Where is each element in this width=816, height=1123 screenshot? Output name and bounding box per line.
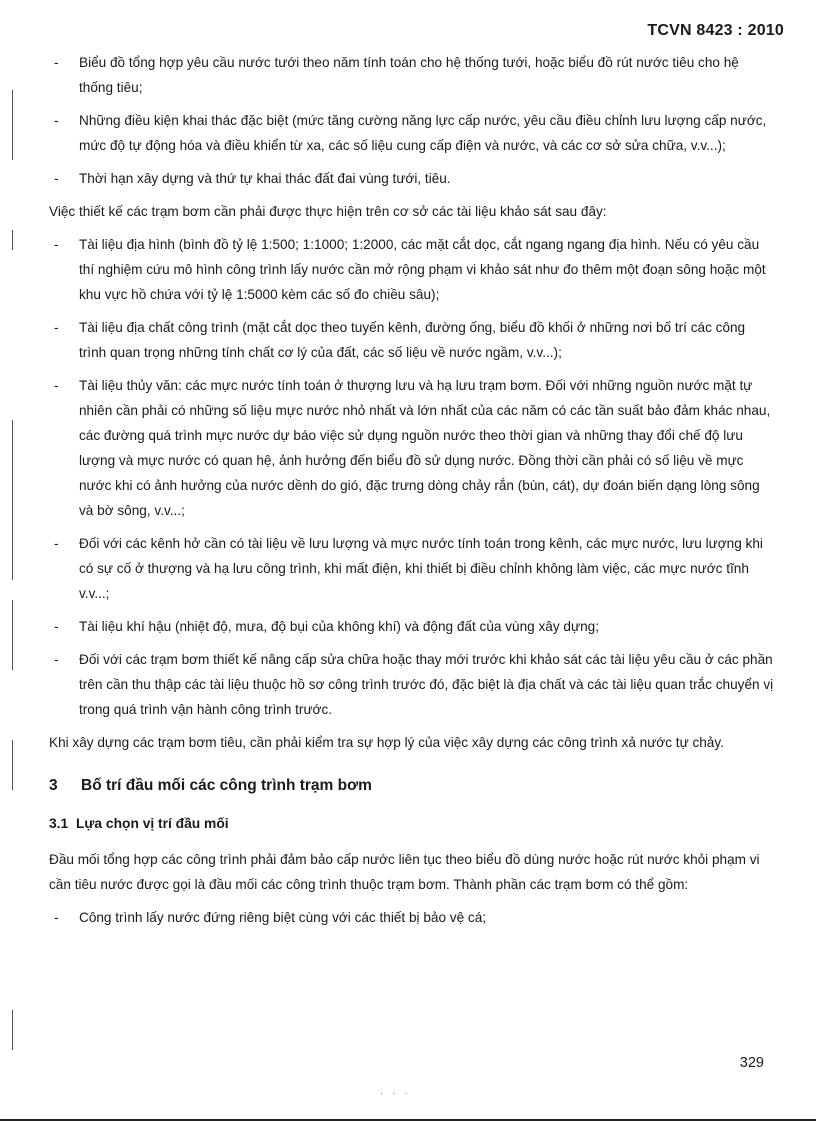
bullet-dash: - — [54, 171, 59, 186]
bullet-dash: - — [54, 237, 59, 252]
list-item — [49, 905, 776, 930]
bullet-dash: - — [54, 55, 59, 70]
scan-artifact: · · · — [380, 1088, 411, 1099]
list-item — [49, 647, 776, 722]
list-item — [49, 373, 776, 523]
subsection-title: Lựa chọn vị trí đầu mối — [76, 816, 229, 831]
bullet-dash: - — [54, 619, 59, 634]
list-item-text: Đối với các trạm bơm thiết kế nâng cấp sửa chữa hoặc thay mới trước khi khảo sát các tài liệu yêu cầu ở các phần trên cần thu thập các tài liệu thuộc hồ sơ công trình trước đó, đặc biệt là địa chất và các tài liệu quan trắc chuyển vị trong quá trình vận hành công trình trước. — [79, 652, 774, 717]
page-bottom-border — [0, 1119, 816, 1121]
list-item — [49, 166, 776, 191]
list-item-text: Công trình lấy nước đứng riêng biệt cùng với các thiết bị bảo vệ cá; — [79, 910, 487, 925]
list-item-text: Thời hạn xây dựng và thứ tự khai thác đất đai vùng tưới, tiêu. — [79, 171, 451, 186]
list-item-text: Biểu đồ tổng hợp yêu cầu nước tưới theo năm tính toán cho hệ thống tưới, hoặc biểu đồ rút nước tiêu cho hệ thống tiêu; — [79, 55, 739, 95]
list-item — [49, 108, 776, 158]
list-item-text: Những điều kiện khai thác đặc biệt (mức tăng cường năng lực cấp nước, yêu cầu điều chỉnh lưu lượng cấp nước, mức độ tự động hóa và điều khiển từ xa, các số liệu cung cấp điện và nước, và các cơ sở sửa chữa, v.v...); — [79, 113, 767, 153]
standard-header: TCVN 8423 : 2010 — [647, 22, 784, 39]
paragraph: Việc thiết kế các trạm bơm cần phải được thực hiện trên cơ sở các tài liệu khảo sát sau đây: — [49, 204, 607, 219]
scan-edge-marks — [8, 60, 18, 1110]
bullet-dash: - — [54, 320, 59, 335]
section-number: 3 — [49, 777, 58, 794]
list-item-text: Tài liệu địa chất công trình (mặt cắt dọc theo tuyến kênh, đường ống, biểu đồ khối ở những nơi bố trí các công trình quan trọng những tính chất cơ lý của đất, các số liệu về nước ngầm, v.v...); — [79, 320, 746, 360]
bullet-dash: - — [54, 910, 59, 925]
list-item-text: Tài liệu địa hình (bình đồ tỷ lệ 1:500; 1:1000; 1:2000, các mặt cắt dọc, cắt ngang ngang địa hình. Nếu có yêu cầu thí nghiệm cứu mô hình công trình lấy nước cần mở rộng phạm vi khảo sát như đo thêm một đoạn sông hoặc một khu vực hồ chứa với tỷ lệ 1:5000 kèm các số đo chiều sâu); — [79, 237, 766, 302]
section-title: Bố trí đầu mối các công trình trạm bơm — [81, 777, 372, 794]
list-item — [49, 50, 776, 100]
list-item-text: Tài liệu thủy văn: các mực nước tính toán ở thượng lưu và hạ lưu trạm bơm. Đối với những nguồn nước mặt tự nhiên cần phải có những số liệu mực nước nhỏ nhất và lớn nhất của các năm có các tần suất bảo đảm khác nhau, các đường quá trình mực nước dự báo việc sử dụng nguồn nước theo thời gian và những thay đổi chế độ lưu lượng và mực nước có quan hệ, ảnh hưởng đến biểu đồ sử dụng nước. Đồng thời cần phải có số liệu về mực nước khi có ảnh hưởng của nước dềnh do gió, đặc trưng dòng chảy rắn (bùn, cát), dự đoán biến dạng lòng sông và bờ sông, v.v...; — [79, 378, 771, 518]
paragraph: Đầu mối tổng hợp các công trình phải đảm bảo cấp nước liên tục theo biểu đồ dùng nước hoặc rút nước khỏi phạm vi cần tiêu nước được gọi là đầu mối các công trình thuộc trạm bơm. Thành phần các trạm bơm có thể gồm: — [49, 852, 760, 892]
bullet-dash: - — [54, 113, 59, 128]
list-item — [49, 315, 776, 365]
bullet-dash: - — [54, 536, 59, 551]
bullet-dash: - — [54, 378, 59, 393]
list-item-text: Đối với các kênh hở cần có tài liệu về lưu lượng và mực nước tính toán trong kênh, các mực nước, lưu lượng khi có sự cố ở thượng và hạ lưu công trình, khi mất điện, khi thiết bị điều chỉnh không làm việc, các mực nước tĩnh v.v...; — [79, 536, 763, 601]
section-heading — [49, 775, 776, 797]
subsection-heading — [49, 813, 776, 835]
list-item-text: Tài liệu khí hậu (nhiệt độ, mưa, độ bụi của không khí) và động đất của vùng xây dựng; — [79, 619, 599, 634]
page-number: 329 — [739, 1055, 764, 1071]
list-item — [49, 232, 776, 307]
list-item — [49, 531, 776, 606]
bullet-dash: - — [54, 652, 59, 667]
paragraph: Khi xây dựng các trạm bơm tiêu, cần phải kiểm tra sự hợp lý của việc xây dựng các công trình xả nước tự chảy. — [49, 735, 724, 750]
list-item — [49, 614, 776, 639]
subsection-number: 3.1 — [49, 816, 69, 831]
page-content — [49, 50, 776, 938]
